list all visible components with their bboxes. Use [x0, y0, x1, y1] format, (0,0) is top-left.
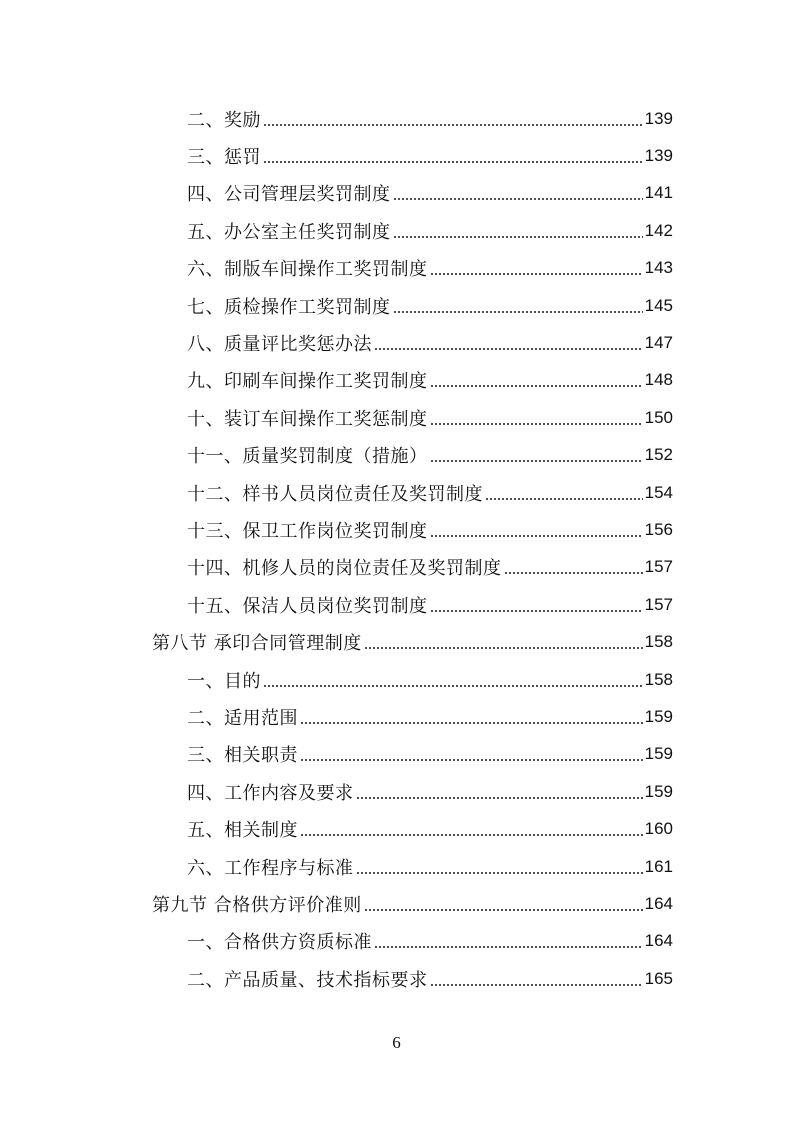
toc-entry-line — [187, 549, 673, 586]
toc-entry[interactable] — [0, 698, 793, 735]
dot-leader — [393, 236, 643, 238]
dot-leader — [430, 984, 643, 986]
toc-entry-title: 二、奖励 — [187, 109, 261, 131]
toc-entry-title: 第九节 合格供方评价准则 — [152, 894, 362, 916]
toc-entry-title: 八、质量评比奖惩办法 — [187, 333, 372, 355]
toc-entry[interactable] — [0, 250, 793, 287]
dot-leader — [263, 161, 643, 163]
toc-entry-page: 157 — [644, 557, 673, 577]
dot-leader — [430, 610, 643, 612]
toc-entry[interactable] — [0, 586, 793, 623]
toc-entry-title: 十、装订车间操作工奖惩制度 — [187, 408, 428, 430]
dot-leader — [430, 385, 643, 387]
dot-leader — [430, 535, 643, 537]
toc-entry-page: 165 — [644, 968, 673, 988]
toc-entry-title: 五、办公室主任奖罚制度 — [187, 221, 391, 243]
toc-entry-title: 六、工作程序与标准 — [187, 857, 354, 879]
toc-entry-line — [187, 736, 673, 773]
toc-entry[interactable] — [0, 661, 793, 698]
toc-entry[interactable] — [0, 885, 793, 922]
toc-entry-title: 三、相关职责 — [187, 745, 298, 767]
dot-leader — [356, 797, 643, 799]
toc-entry[interactable] — [0, 923, 793, 960]
toc-entry-page: 147 — [644, 332, 673, 352]
page-number: 6 — [392, 1033, 401, 1052]
toc-entry-line — [187, 399, 673, 436]
toc-entry-page: 164 — [644, 893, 673, 913]
toc-entry-title: 一、目的 — [187, 670, 261, 692]
toc-entry-line — [187, 661, 673, 698]
toc-entry-title: 四、工作内容及要求 — [187, 782, 354, 804]
toc-entry-title: 二、适用范围 — [187, 707, 298, 729]
toc-entry-line — [187, 848, 673, 885]
toc-entry-page: 148 — [644, 370, 673, 390]
dot-leader — [430, 460, 643, 462]
toc-entry[interactable] — [0, 212, 793, 249]
toc-entry-title: 六、制版车间操作工奖罚制度 — [187, 259, 428, 281]
toc-entry[interactable] — [0, 960, 793, 997]
toc-entry-line — [152, 885, 673, 922]
toc-entry[interactable] — [0, 848, 793, 885]
toc-entry-line — [187, 511, 673, 548]
toc-entry[interactable] — [0, 399, 793, 436]
toc-entry-page: 159 — [644, 744, 673, 764]
dot-leader — [430, 273, 643, 275]
dot-leader — [364, 909, 643, 911]
toc-entry-line — [187, 175, 673, 212]
toc-entry-line — [187, 811, 673, 848]
toc-entry-title: 十一、质量奖罚制度（措施） — [187, 446, 428, 468]
toc-entry[interactable] — [0, 474, 793, 511]
dot-leader — [393, 311, 643, 313]
toc-entry-line — [187, 100, 673, 137]
toc-entry[interactable] — [0, 362, 793, 399]
toc-entry[interactable] — [0, 324, 793, 361]
toc-entry-page: 145 — [644, 295, 673, 315]
toc-entry-title: 四、公司管理层奖罚制度 — [187, 184, 391, 206]
toc-entry-title: 十二、样书人员岗位责任及奖罚制度 — [187, 483, 483, 505]
toc-entry[interactable] — [0, 511, 793, 548]
toc-entry-page: 152 — [644, 445, 673, 465]
toc-entry[interactable] — [0, 100, 793, 137]
toc-entry[interactable] — [0, 773, 793, 810]
toc-entry-line — [187, 324, 673, 361]
dot-leader — [374, 348, 643, 350]
toc-entry-title: 一、合格供方资质标准 — [187, 932, 372, 954]
toc-entry[interactable] — [0, 624, 793, 661]
toc-entry-page: 160 — [644, 819, 673, 839]
toc-entry-line — [152, 624, 673, 661]
toc-entry-title: 十五、保洁人员岗位奖罚制度 — [187, 595, 428, 617]
toc-entry-title: 二、产品质量、技术指标要求 — [187, 969, 428, 991]
toc-entry[interactable] — [0, 811, 793, 848]
toc-entry-line — [187, 923, 673, 960]
dot-leader — [374, 946, 643, 948]
toc-entry-line — [187, 287, 673, 324]
dot-leader — [263, 685, 643, 687]
toc-entry-page: 161 — [644, 856, 673, 876]
toc-entry[interactable] — [0, 175, 793, 212]
toc-entry[interactable] — [0, 736, 793, 773]
toc-entry-line — [187, 250, 673, 287]
toc-entry-title: 九、印刷车间操作工奖罚制度 — [187, 371, 428, 393]
toc-entry-page: 141 — [644, 183, 673, 203]
dot-leader — [263, 124, 643, 126]
toc-entry[interactable] — [0, 437, 793, 474]
toc-entry-page: 139 — [644, 108, 673, 128]
toc-entry-page: 159 — [644, 781, 673, 801]
toc-entry-line — [187, 212, 673, 249]
toc-entry[interactable] — [0, 137, 793, 174]
toc-entry-line — [187, 698, 673, 735]
dot-leader — [300, 722, 643, 724]
toc-entry-line — [187, 437, 673, 474]
toc-entry-page: 143 — [644, 258, 673, 278]
toc-entry-line — [187, 137, 673, 174]
toc-entry-title: 七、质检操作工奖罚制度 — [187, 296, 391, 318]
toc-entry-page: 157 — [644, 594, 673, 614]
dot-leader — [300, 759, 643, 761]
toc-entry-page: 150 — [644, 407, 673, 427]
toc-entry-page: 142 — [644, 220, 673, 240]
dot-leader — [364, 647, 643, 649]
toc-entry-title: 五、相关制度 — [187, 820, 298, 842]
toc-entry-line — [187, 586, 673, 623]
toc-entry-title: 十三、保卫工作岗位奖罚制度 — [187, 520, 428, 542]
toc-entry[interactable] — [0, 549, 793, 586]
toc-entry-page: 139 — [644, 145, 673, 165]
toc-entry-line — [187, 362, 673, 399]
toc-entry-page: 156 — [644, 519, 673, 539]
toc-entry-page: 154 — [644, 482, 673, 502]
dot-leader — [393, 198, 643, 200]
toc-entry-title: 第八节 承印合同管理制度 — [152, 633, 362, 655]
toc-entry-page: 164 — [644, 931, 673, 951]
dot-leader — [430, 423, 643, 425]
dot-leader — [485, 498, 643, 500]
toc-entry-line — [187, 474, 673, 511]
dot-leader — [300, 834, 643, 836]
dot-leader — [356, 872, 643, 874]
toc-entry-line — [187, 960, 673, 997]
toc-entry-page: 159 — [644, 706, 673, 726]
toc-entry-page: 158 — [644, 669, 673, 689]
toc-entry-title: 十四、机修人员的岗位责任及奖罚制度 — [187, 558, 502, 580]
toc-entry[interactable] — [0, 287, 793, 324]
dot-leader — [504, 572, 643, 574]
toc-entry-page: 158 — [644, 632, 673, 652]
toc-entry-title: 三、惩罚 — [187, 146, 261, 168]
toc-entry-line — [187, 773, 673, 810]
